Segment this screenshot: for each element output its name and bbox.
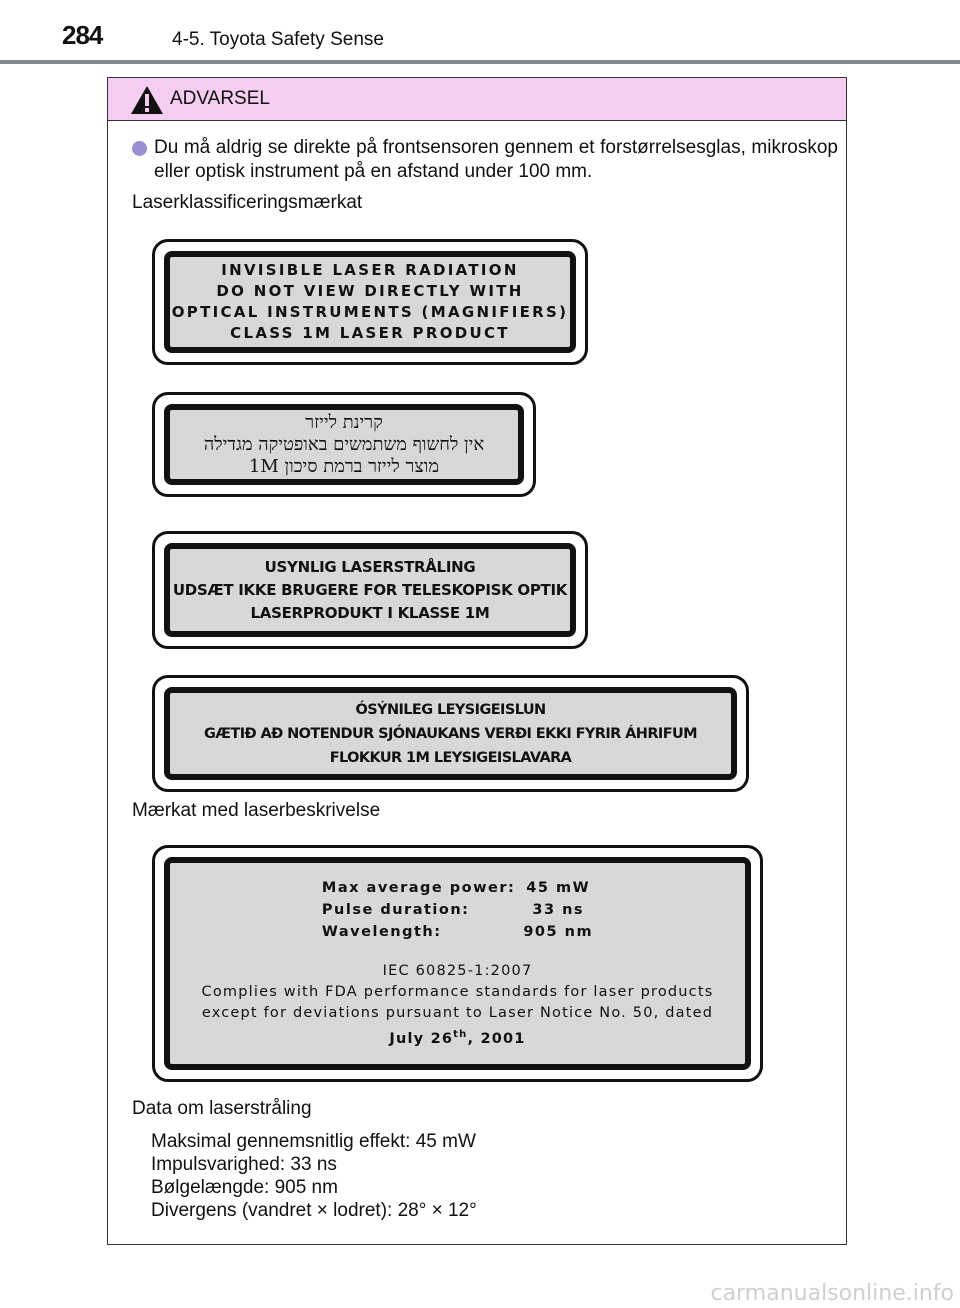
label-line: מוצר לייזר ברמת סיכון 1M (248, 455, 440, 477)
laser-label-danish (152, 531, 588, 649)
data-line: Bølgelængde: 905 nm (151, 1177, 338, 1198)
spec-row (322, 899, 593, 921)
bullet-icon (132, 141, 147, 156)
laser-label-english (152, 239, 588, 365)
standard-text: IEC 60825-1:2007 (382, 963, 533, 980)
label-line: UDSÆT IKKE BRUGERE FOR TELESKOPISK OPTIK (172, 580, 568, 599)
spec-label: Pulse duration: (321, 902, 470, 919)
warning-bullet-text: Du må aldrig se direkte på frontsensoren gennem et forstørrelsesglas, mikroskop eller optisk instrument på en afstand under 100 mm. (154, 137, 838, 182)
page-number: 284 (62, 20, 103, 50)
data-line: Maksimal gennemsnitlig effekt: 45 mW (151, 1131, 476, 1152)
label-line: LASERPRODUKT I KLASSE 1M (250, 603, 490, 622)
label-line: OPTICAL INSTRUMENTS (MAGNIFIERS) (171, 303, 569, 321)
spec-row (322, 877, 593, 899)
label-line: DO NOT VIEW DIRECTLY WITH (216, 282, 524, 300)
date-superscript: th (453, 1029, 468, 1041)
spec-value: 33 ns (532, 902, 585, 919)
spec-value: 45 mW (526, 880, 591, 897)
date-prefix: July 26 (389, 1030, 454, 1047)
spec-row (322, 921, 593, 943)
label-line: אין לחשוף משתמשים באופטיקה מגדילה (203, 433, 485, 455)
data-line: Divergens (vandret × lodret): 28° × 12° (151, 1200, 477, 1221)
laser-specification-label (152, 845, 763, 1082)
header-rule (0, 60, 960, 64)
laser-label-hebrew (152, 392, 536, 497)
data-line: Impulsvarighed: 33 ns (151, 1154, 337, 1175)
spec-label: Max average power: (321, 880, 516, 897)
watermark: carmanualsonline.info (710, 1281, 954, 1306)
spec-value: 905 nm (523, 924, 594, 941)
warning-title: ADVARSEL (170, 88, 270, 109)
compliance-date (170, 1024, 745, 1050)
spec-table (322, 877, 593, 943)
label-line: ÓSÝNILEG LEYSIGEISLUN (355, 701, 546, 718)
caption-data: Data om laserstråling (132, 1098, 312, 1119)
section-title: 4-5. Toyota Safety Sense (172, 29, 384, 50)
label-line: GÆTIÐ AÐ NOTENDUR SJÓNAUKANS VERÐI EKKI FYRIR ÁHRIFUM (204, 725, 697, 742)
warning-box (107, 77, 847, 1245)
caption-classification: Laserklassificeringsmærkat (132, 192, 363, 213)
label-line: INVISIBLE LASER RADIATION (221, 261, 519, 279)
caption-description: Mærkat med laserbeskrivelse (132, 800, 381, 821)
label-line: USYNLIG LASERSTRÅLING (264, 557, 476, 576)
warning-header (108, 78, 846, 121)
label-line: FLOKKUR 1M LEYSIGEISLAVARA (329, 749, 572, 766)
date-suffix: , 2001 (467, 1030, 526, 1047)
laser-label-icelandic (152, 675, 749, 792)
warning-triangle-icon (130, 85, 164, 115)
label-line: CLASS 1M LASER PRODUCT (230, 324, 510, 342)
compliance-text: Complies with FDA performance standards for laser products (201, 984, 714, 1001)
label-line: קרינת לייזר (305, 411, 383, 433)
compliance-text: except for deviations pursuant to Laser Notice No. 50, dated (201, 1005, 714, 1022)
spec-label: Wavelength: (321, 924, 442, 941)
